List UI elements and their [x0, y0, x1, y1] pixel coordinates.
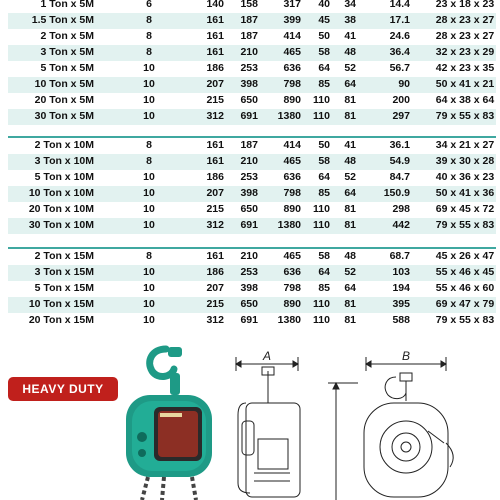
- model-cell: 20 Ton x 10M: [28, 203, 94, 215]
- packing-cell: 79 x 55 x 83: [435, 219, 495, 231]
- table-row: [8, 138, 496, 154]
- table-row: [8, 249, 496, 265]
- dim-b-cell: 398: [240, 187, 258, 199]
- packing-cell: 45 x 26 x 47: [435, 250, 495, 262]
- dim-a-cell: 161: [206, 250, 224, 262]
- weight-cell: 588: [392, 314, 410, 326]
- falls-cell: 6: [146, 0, 152, 10]
- model-cell: 5 Ton x 10M: [34, 171, 94, 183]
- dim-e-cell: 81: [344, 110, 356, 122]
- heavy-duty-badge: HEAVY DUTY: [8, 377, 118, 401]
- dim-d-cell: 58: [318, 155, 330, 167]
- dim-b-cell: 158: [240, 0, 258, 10]
- dim-b-cell: 650: [240, 203, 258, 215]
- packing-cell: 50 x 41 x 36: [435, 187, 495, 199]
- weight-cell: 68.7: [389, 250, 410, 262]
- packing-cell: 23 x 18 x 23: [435, 0, 495, 10]
- packing-cell: 28 x 23 x 27: [435, 30, 495, 42]
- dim-e-cell: 52: [344, 171, 356, 183]
- dim-d-cell: 110: [313, 203, 330, 215]
- dim-c-cell: 465: [283, 250, 301, 262]
- dim-e-cell: 41: [344, 139, 356, 151]
- dim-a-cell: 161: [206, 139, 224, 151]
- dim-a-cell: 215: [206, 298, 224, 310]
- weight-cell: 194: [392, 282, 410, 294]
- dim-d-cell: 64: [318, 62, 330, 74]
- falls-cell: 10: [143, 314, 155, 326]
- table-row: [8, 154, 496, 170]
- weight-cell: 90: [398, 78, 410, 90]
- dim-a-cell: 312: [206, 110, 224, 122]
- dim-c-cell: 399: [283, 14, 301, 26]
- table-row: [8, 313, 496, 329]
- dim-a-cell: 161: [206, 155, 224, 167]
- table-row: [8, 202, 496, 218]
- packing-cell: 34 x 21 x 27: [435, 139, 495, 151]
- falls-cell: 10: [143, 203, 155, 215]
- dim-d-cell: 50: [318, 139, 330, 151]
- dim-d-cell: 58: [318, 46, 330, 58]
- dim-b-cell: 187: [240, 30, 258, 42]
- packing-cell: 39 x 30 x 28: [435, 155, 495, 167]
- table-row: [8, 0, 496, 13]
- dim-e-cell: 81: [344, 298, 356, 310]
- dim-e-cell: 41: [344, 30, 356, 42]
- falls-cell: 10: [143, 94, 155, 106]
- dim-e-cell: 52: [344, 266, 356, 278]
- dim-b-cell: 253: [240, 62, 258, 74]
- spec-group: [8, 247, 496, 329]
- dim-a-cell: 207: [206, 282, 224, 294]
- dim-b-cell: 253: [240, 266, 258, 278]
- dim-e-cell: 64: [344, 187, 356, 199]
- dim-b-cell: 650: [240, 298, 258, 310]
- dim-a-cell: 186: [206, 266, 224, 278]
- dim-c-cell: 1380: [277, 219, 301, 231]
- weight-cell: 297: [392, 110, 410, 122]
- dim-c-cell: 798: [283, 282, 301, 294]
- dim-d-cell: 85: [318, 78, 330, 90]
- dim-e-cell: 52: [344, 62, 356, 74]
- dim-e-cell: 81: [344, 94, 356, 106]
- table-row: [8, 281, 496, 297]
- table-row: [8, 77, 496, 93]
- model-cell: 20 Ton x 5M: [34, 94, 94, 106]
- weight-cell: 56.7: [389, 62, 410, 74]
- dim-a-cell: 215: [206, 94, 224, 106]
- weight-cell: 103: [392, 266, 410, 278]
- dim-c-cell: 798: [283, 78, 301, 90]
- falls-cell: 10: [143, 282, 155, 294]
- packing-cell: 69 x 47 x 79: [435, 298, 495, 310]
- falls-cell: 8: [146, 46, 152, 58]
- dim-b-cell: 210: [240, 155, 258, 167]
- spec-group: [8, 136, 496, 234]
- dim-b-cell: 210: [240, 250, 258, 262]
- dim-a-cell: 186: [206, 62, 224, 74]
- falls-cell: 8: [146, 250, 152, 262]
- dim-b-cell: 187: [240, 14, 258, 26]
- chain-hoist-icon: [118, 343, 218, 500]
- dimension-b-label: B: [401, 349, 411, 363]
- weight-cell: 298: [392, 203, 410, 215]
- dim-e-cell: 34: [344, 0, 356, 10]
- packing-cell: 40 x 36 x 23: [435, 171, 495, 183]
- dim-c-cell: 890: [283, 94, 301, 106]
- dim-c-cell: 414: [283, 139, 301, 151]
- weight-cell: 17.1: [389, 14, 410, 26]
- dim-e-cell: 48: [344, 250, 356, 262]
- table-row: [8, 265, 496, 281]
- dim-d-cell: 58: [318, 250, 330, 262]
- table-row: [8, 61, 496, 77]
- dim-e-cell: 81: [344, 314, 356, 326]
- table-row: [8, 297, 496, 313]
- dim-b-cell: 691: [240, 314, 258, 326]
- model-cell: 10 Ton x 10M: [28, 187, 94, 199]
- packing-cell: 69 x 45 x 72: [435, 203, 495, 215]
- dim-c-cell: 890: [283, 298, 301, 310]
- dim-e-cell: 81: [344, 219, 356, 231]
- dim-c-cell: 414: [283, 30, 301, 42]
- weight-cell: 36.1: [389, 139, 410, 151]
- falls-cell: 10: [143, 110, 155, 122]
- falls-cell: 10: [143, 171, 155, 183]
- model-cell: 3 Ton x 5M: [40, 46, 94, 58]
- model-cell: 10 Ton x 5M: [34, 78, 94, 90]
- weight-cell: 200: [392, 94, 410, 106]
- table-row: [8, 218, 496, 234]
- dim-c-cell: 465: [283, 155, 301, 167]
- model-cell: 5 Ton x 15M: [34, 282, 94, 294]
- dimension-a-label: A: [262, 349, 272, 363]
- falls-cell: 10: [143, 62, 155, 74]
- dim-c-cell: 636: [283, 171, 301, 183]
- table-row: [8, 109, 496, 125]
- packing-cell: 50 x 41 x 21: [435, 78, 495, 90]
- model-cell: 3 Ton x 10M: [34, 155, 94, 167]
- dim-a-cell: 312: [206, 219, 224, 231]
- dim-e-cell: 64: [344, 282, 356, 294]
- falls-cell: 8: [146, 139, 152, 151]
- weight-cell: 84.7: [389, 171, 410, 183]
- packing-cell: 79 x 55 x 83: [435, 314, 495, 326]
- packing-cell: 32 x 23 x 29: [435, 46, 495, 58]
- dim-a-cell: 161: [206, 14, 224, 26]
- falls-cell: 10: [143, 219, 155, 231]
- model-cell: 5 Ton x 5M: [40, 62, 94, 74]
- dim-a-cell: 161: [206, 46, 224, 58]
- table-row: [8, 93, 496, 109]
- weight-cell: 36.4: [389, 46, 410, 58]
- spec-group: [8, 0, 496, 125]
- model-cell: 30 Ton x 5M: [34, 110, 94, 122]
- packing-cell: 64 x 38 x 64: [435, 94, 495, 106]
- dim-e-cell: 38: [344, 14, 356, 26]
- dim-d-cell: 64: [318, 266, 330, 278]
- dim-d-cell: 110: [313, 94, 330, 106]
- falls-cell: 8: [146, 14, 152, 26]
- model-cell: 30 Ton x 10M: [28, 219, 94, 231]
- dim-e-cell: 64: [344, 78, 356, 90]
- dim-b-cell: 187: [240, 139, 258, 151]
- weight-cell: 395: [392, 298, 410, 310]
- model-cell: 2 Ton x 15M: [34, 250, 94, 262]
- dim-d-cell: 110: [313, 110, 330, 122]
- dim-d-cell: 110: [313, 219, 330, 231]
- weight-cell: 442: [392, 219, 410, 231]
- model-cell: 1 Ton x 5M: [40, 0, 94, 10]
- dim-c-cell: 1380: [277, 110, 301, 122]
- dim-a-cell: 312: [206, 314, 224, 326]
- model-cell: 10 Ton x 15M: [28, 298, 94, 310]
- dim-a-cell: 207: [206, 78, 224, 90]
- model-cell: 3 Ton x 15M: [34, 266, 94, 278]
- dim-c-cell: 798: [283, 187, 301, 199]
- dim-a-cell: 215: [206, 203, 224, 215]
- table-row: [8, 186, 496, 202]
- table-row: [8, 13, 496, 29]
- dim-c-cell: 890: [283, 203, 301, 215]
- dim-b-cell: 398: [240, 282, 258, 294]
- model-cell: 2 Ton x 10M: [34, 139, 94, 151]
- dim-b-cell: 691: [240, 219, 258, 231]
- table-row: [8, 45, 496, 61]
- dim-c-cell: 636: [283, 266, 301, 278]
- falls-cell: 8: [146, 30, 152, 42]
- dim-d-cell: 85: [318, 282, 330, 294]
- packing-cell: 79 x 55 x 83: [435, 110, 495, 122]
- dim-d-cell: 64: [318, 171, 330, 183]
- table-row: [8, 170, 496, 186]
- packing-cell: 55 x 46 x 60: [435, 282, 495, 294]
- dim-c-cell: 636: [283, 62, 301, 74]
- dim-c-cell: 465: [283, 46, 301, 58]
- dim-c-cell: 1380: [277, 314, 301, 326]
- falls-cell: 10: [143, 78, 155, 90]
- falls-cell: 10: [143, 266, 155, 278]
- packing-cell: 55 x 46 x 45: [435, 266, 495, 278]
- falls-cell: 8: [146, 155, 152, 167]
- dim-d-cell: 110: [313, 314, 330, 326]
- dim-d-cell: 50: [318, 30, 330, 42]
- table-row: [8, 29, 496, 45]
- dim-a-cell: 207: [206, 187, 224, 199]
- weight-cell: 150.9: [383, 187, 410, 199]
- dim-b-cell: 691: [240, 110, 258, 122]
- dim-d-cell: 40: [318, 0, 330, 10]
- dim-a-cell: 186: [206, 171, 224, 183]
- dim-b-cell: 650: [240, 94, 258, 106]
- dim-c-cell: 317: [283, 0, 301, 10]
- dim-d-cell: 85: [318, 187, 330, 199]
- dimension-diagram: [228, 343, 498, 500]
- dim-d-cell: 45: [318, 14, 330, 26]
- packing-cell: 42 x 23 x 35: [435, 62, 495, 74]
- dim-b-cell: 253: [240, 171, 258, 183]
- model-cell: 20 Ton x 15M: [28, 314, 94, 326]
- falls-cell: 10: [143, 298, 155, 310]
- weight-cell: 14.4: [389, 0, 410, 10]
- dim-b-cell: 210: [240, 46, 258, 58]
- weight-cell: 24.6: [389, 30, 410, 42]
- falls-cell: 10: [143, 187, 155, 199]
- dim-b-cell: 398: [240, 78, 258, 90]
- dim-e-cell: 48: [344, 46, 356, 58]
- dim-e-cell: 81: [344, 203, 356, 215]
- packing-cell: 28 x 23 x 27: [435, 14, 495, 26]
- weight-cell: 54.9: [389, 155, 410, 167]
- model-cell: 2 Ton x 5M: [40, 30, 94, 42]
- model-cell: 1.5 Ton x 5M: [31, 14, 94, 26]
- dim-a-cell: 140: [206, 0, 224, 10]
- dim-d-cell: 110: [313, 298, 330, 310]
- dim-a-cell: 161: [206, 30, 224, 42]
- dim-e-cell: 48: [344, 155, 356, 167]
